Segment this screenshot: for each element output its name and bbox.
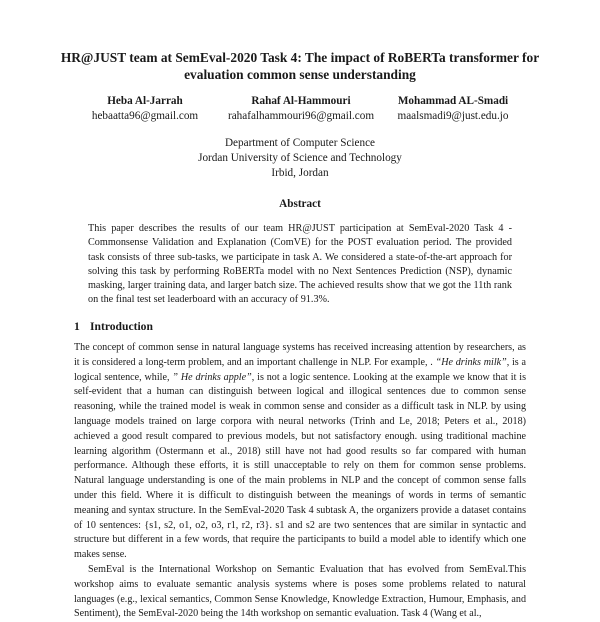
abstract-text: This paper describes the results of our team HR@JUST participation at SemEval-2020 Task 4 -Commonsense Validation and Explanation (ComVE) for the POST evaluation period. The provided task consists of three sub-tasks, we participate in task A. We considered a state-of-the-art approach for solving this task by performing RoBERTa model with no Next Sentences Prediction (NSP), dynamic masking, larger training data, and larger batch size. The achieved results show that we got the 11th rank on the final test set leaderboard with an accuracy of 91.3%. <box>88 223 512 306</box>
text-run: , is a logical sentence, while, <box>74 356 526 383</box>
text-run: The concept of common sense in natural language systems has received increasing attention by researchers, as it is considered a long-term problem, and an important challenge in NLP. For example, . <box>74 342 526 368</box>
author-name: Mohammad AL-Smadi <box>397 95 509 107</box>
section-number: 1 <box>74 320 80 333</box>
example-sentence: ” He drinks apple” <box>172 371 252 383</box>
paragraph: SemEval is the International Workshop on Semantic Evaluation that has evolved from SemEval.This workshop aims to evaluate semantic analysis systems where is poses some problems related to natural languages (e.g., lexical semantics, Common Sense Knowledge, Knowledge Extraction, Humour, Emphasis, and Sentiment), the SemEval-2020 being the 14th workshop on semantic evaluation. Task 4 (Wang et al., <box>74 563 526 620</box>
section-title: Introduction <box>90 320 153 333</box>
abstract-heading: Abstract <box>279 198 321 210</box>
affiliation-city: Irbid, Jordan <box>271 167 329 179</box>
affiliation <box>100 136 500 181</box>
author-name: Heba Al-Jarrah <box>107 95 183 107</box>
paper-title: HR@JUST team at SemEval-2020 Task 4: The impact of RoBERTa transformer for evaluation common sense understanding <box>60 50 540 82</box>
section-heading <box>74 320 153 333</box>
author-3 <box>358 94 548 124</box>
example-sentence: “He drinks milk” <box>435 356 507 368</box>
introduction-body <box>74 341 526 622</box>
author-email: rahafalhammouri96@gmail.com <box>227 110 375 122</box>
author-email: hebaatta96@gmail.com <box>91 110 199 122</box>
author-name: Rahaf Al-Hammouri <box>251 95 351 107</box>
paragraph <box>74 341 526 563</box>
author-email: maalsmadi9@just.edu.jo <box>397 110 509 122</box>
affiliation-department: Department of Computer Science <box>224 137 376 149</box>
text-run: , is not a logic sentence. Looking at the example we know that it is self-evident that a human can distinguish between logical and illogical sentences due to common sense reasoning, while the trained model is weak in common sense and consider as a difficult task in NLP. by using language models trained on large corpora with neural networks (Trinh and Le, 2018; Peters et al., 2018) achieved a good result compared to previous models, but not satisfactory enough. using traditional machine learning algorithm (Ostermann et al., 2018) still have not had good results so far compared with human performance. Although these efforts, it is still unacceptable to rely on them for common sense problems. Natural language understanding is one of the main problems in NLP and the concept of common sense falls under this field. Where it is difficult to distinguish between the meanings of words in terms of semantic meaning and syntax structure. In the SemEval-2020 Task 4 subtask A, the organizers provide a dataset contains of 10 sentences: {s1, s2, o1, o2, o3, r1, r2, r3}. s1 and s2 are two sentences that are similar in syntactic and structure but different in a few words, that require the participants to build a model able to identify which one makes sense. <box>74 371 526 561</box>
affiliation-university: Jordan University of Science and Technology <box>198 152 402 164</box>
